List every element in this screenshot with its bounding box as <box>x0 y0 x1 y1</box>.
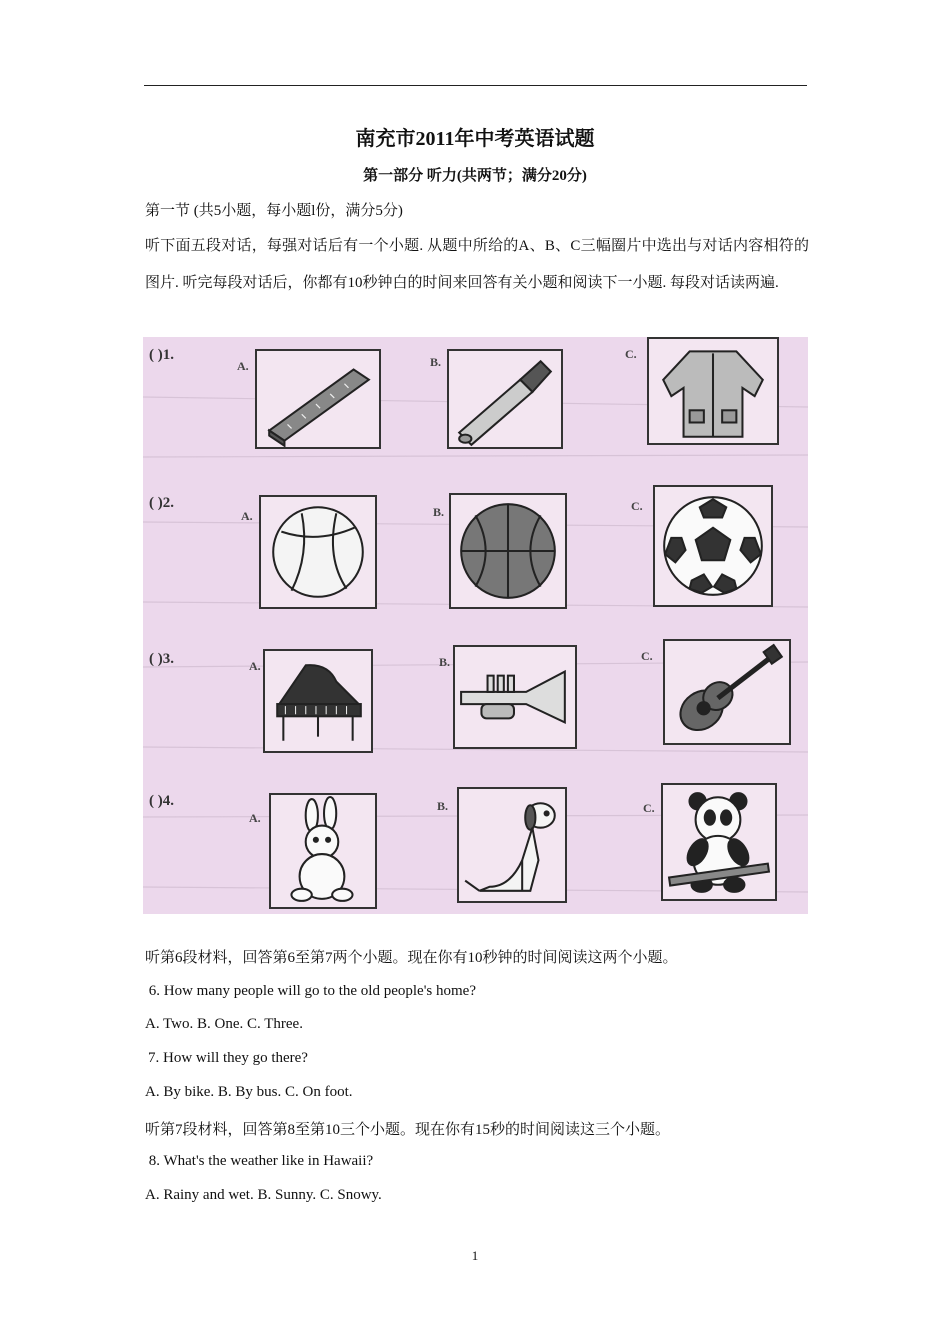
question-7-options: A. By bike. B. By bus. C. On foot. <box>145 1084 353 1100</box>
option-letter: C. <box>631 499 643 513</box>
option-letter: A. <box>249 811 261 825</box>
question-1-label: ( )1. <box>149 347 174 363</box>
option-letter: C. <box>641 649 653 663</box>
page-number: 1 <box>471 1248 479 1263</box>
rabbit-icon <box>269 793 377 909</box>
passage-6-intro: 听第6段材料，回答第6至第7两个小题。现在你有10秒钟的时间阅读这两个小题。 <box>145 950 678 966</box>
volleyball-icon <box>259 495 377 609</box>
question-7: 7. How will they go there? <box>148 1050 308 1066</box>
question-6-options: A. Two. B. One. C. Three. <box>145 1016 303 1032</box>
header-rule <box>144 85 807 86</box>
jacket-icon <box>647 337 779 445</box>
question-2-label: ( )2. <box>149 495 174 511</box>
page-title: 南充市2011年中考英语试题 <box>355 128 595 150</box>
option-letter: B. <box>433 505 445 519</box>
piano-icon <box>263 649 373 753</box>
passage-7-intro: 听第7段材料，回答第8至第10三个小题。现在你有15秒的时间阅读这三个小题。 <box>145 1122 671 1138</box>
option-letter: A. <box>241 509 253 523</box>
question-8: 8. What's the weather like in Hawaii? <box>145 1153 374 1169</box>
question-6: 6. How many people will go to the old people's home? <box>145 983 476 999</box>
basketball-icon <box>449 493 567 609</box>
option-letter: B. <box>437 799 449 813</box>
option-letter: B. <box>430 355 442 369</box>
guitar-icon <box>663 639 791 745</box>
section1-heading: 第一节 (共5小题，每小题l份，满分5分) <box>145 203 403 219</box>
option-letter: A. <box>249 659 261 673</box>
dog-icon <box>457 787 567 903</box>
section1-instruction: 听下面五段对话，每强对话后有一个小题. 从题中所给的A、B、C三幅圈片中选出与对话内容相符的图片. 听完每段对话后，你都有10秒钟白的时间来回答有关小题和阅读下一小题. 每段对话读两遍. <box>145 238 809 291</box>
question-3-label: ( )3. <box>149 651 174 667</box>
option-letter: C. <box>643 801 655 815</box>
option-letter: B. <box>439 655 451 669</box>
pen-icon <box>447 349 563 449</box>
scanned-picture-questions <box>143 337 808 914</box>
soccer-ball-icon <box>653 485 773 607</box>
option-letter: A. <box>237 359 249 373</box>
ruler-icon <box>255 349 381 449</box>
question-4-label: ( )4. <box>149 793 174 809</box>
trumpet-icon <box>453 645 577 749</box>
panda-icon <box>661 783 777 901</box>
question-8-options: A. Rainy and wet. B. Sunny. C. Snowy. <box>145 1187 382 1203</box>
part-subtitle: 第一部分 听力(共两节；满分20分) <box>363 168 587 184</box>
option-letter: C. <box>625 347 637 361</box>
